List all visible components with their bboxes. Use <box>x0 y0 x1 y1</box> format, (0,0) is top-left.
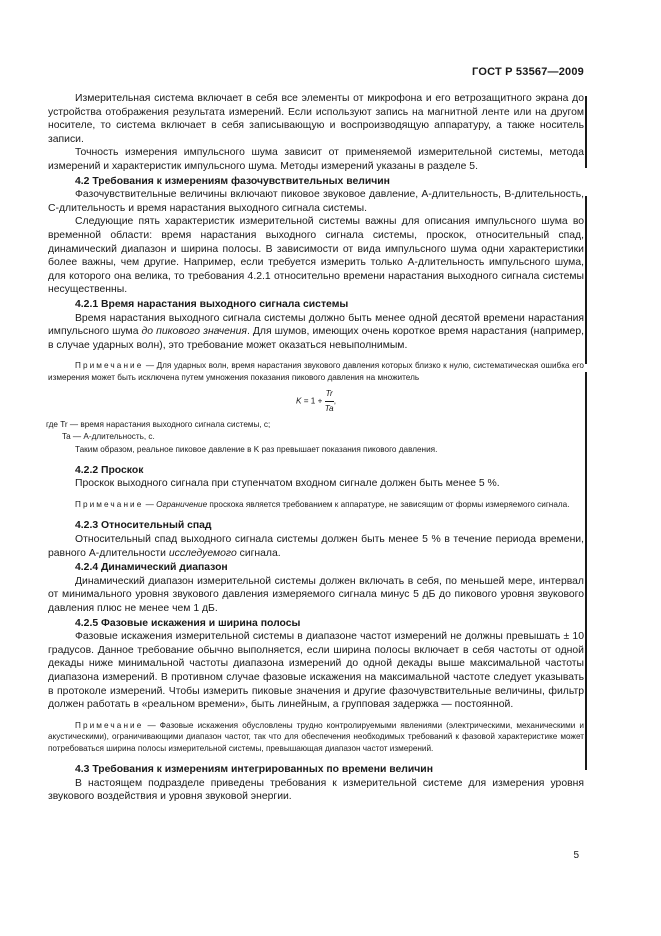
note-text: — Фазовые искажения обусловлены трудно контролируемыми явлениями (электрическими, механическими и акустическими), ограничивающими диапазон частот, так что для обеспечения необходимых требований к фазовой характеристике может потребоваться ширина полосы измерительной системы, превышающая диапазон частот измерений. <box>48 720 584 753</box>
text-run: Относительный спад выходного сигнала системы должен быть менее 5 % в течение периода времени, равного А-длительности <box>48 534 584 559</box>
text-run: . Для шумов, имеющих очень короткое время нарастания (например, в случае ударных волн), это требование может оказаться невыполнимым. <box>48 326 584 351</box>
section-heading: 4.2 Требования к измерениям фазочувствительных величин <box>75 175 390 187</box>
note <box>48 720 584 755</box>
paragraph <box>48 312 584 353</box>
where-line: Ta — А-длительность, с. <box>62 431 155 441</box>
where-line: где Tr — время нарастания выходного сигнала системы, с; <box>46 420 271 430</box>
paragraph <box>48 533 584 560</box>
change-bar <box>585 196 587 364</box>
note-text: — Для ударных волн, время нарастания звукового давления которых близко к нулю, систематическая ошибка его измерения может быть исключена путем умножения показания пикового давления на множитель <box>48 361 584 382</box>
formula <box>48 387 584 413</box>
page-number: 5 <box>573 850 579 861</box>
paragraph: Проскок выходного сигнала при ступенчатом входном сигнале должен быть менее 5 %. <box>75 478 500 490</box>
note-label: Примечание <box>75 361 144 371</box>
section-heading: 4.2.3 Относительный спад <box>75 520 212 532</box>
note-label: Примечание <box>75 499 144 509</box>
italic-text: до пикового значения <box>141 326 247 338</box>
note <box>48 360 584 383</box>
paragraph: Фазочувствительные величины включают пиковое звуковое давление, А-длительность, В-длительность, С-длительность и время нарастания выходного сигнала системы. <box>48 189 584 214</box>
paragraph: Измерительная система включает в себя все элементы от микрофона и его ветрозащитного экрана до устройства отображения результата измерений. Если используют запись на магнитной ленте или на другом носителе, то система включает в себя записывающую и воспроизводящую аппаратуру, а также носитель записи. <box>48 93 584 145</box>
note-tail: Таким образом, реальное пиковое давление в K раз превышает показания пикового давления. <box>75 445 438 455</box>
note-label: Примечание <box>75 720 144 730</box>
change-bar <box>585 96 587 168</box>
paragraph: В настоящем подразделе приведены требования к измерительной системе для измерения уровня звукового воздействия и уровня звуковой энергии. <box>48 777 584 803</box>
note <box>48 499 584 511</box>
paragraph: Динамический диапазон измерительной системы должен включать в себя, по меньшей мере, интервал от минимального уровня звукового давления измеряемого сигнала минус 5 дБ до пикового уровня звукового давления плюс не менее чем 1 дБ. <box>48 575 584 615</box>
section-heading: 4.2.5 Фазовые искажения и ширина полосы <box>75 617 301 629</box>
section-heading: 4.2.2 Проскок <box>75 464 144 476</box>
fraction-numerator: Tr <box>325 387 334 402</box>
change-bar <box>585 372 587 770</box>
text-run: Время нарастания выходного сигнала системы должно быть менее одной десятой времени нарастания импульсного шума <box>48 312 584 338</box>
note-text: проскока является требованием к аппаратуре, не зависящим от формы измеряемого сигнала. <box>207 499 570 509</box>
formula-eq: = 1 + <box>301 396 325 406</box>
formula-fraction <box>324 387 337 415</box>
italic-text: Ограничение <box>156 499 208 509</box>
section-heading: 4.2.4 Динамический диапазон <box>75 562 228 574</box>
fraction-denominator: Ta <box>324 403 334 413</box>
paragraph: Фазовые искажения измерительной системы в диапазоне частот измерений не должны превышать ± 10 градусов. Данное требование обычно выполняется, если ширина полосы включает в себя частоты от одной декады ниже минимальной частоты диапазона измерений до одной декады выше максимальной частоты диапазона измерений. В противном случае фазовые искажения на максимальной частоте следует указывать в протоколе измерений. Чтобы измерить пиковые значения и другие фазочувствительные величины, фильтр должен работать в «реальном времени», быть линейным, а групповая задержка — постоянной. <box>48 631 584 711</box>
italic-text: исследуемого <box>168 547 237 559</box>
formula-var: K <box>295 396 302 406</box>
standard-header: ГОСТ Р 53567—2009 <box>472 66 584 78</box>
text-run: сигнала. <box>236 547 281 559</box>
section-heading: 4.3 Требования к измерениям интегрированных по времени величин <box>75 764 433 776</box>
note-dash: — <box>143 499 157 509</box>
formula-end: , <box>333 396 337 406</box>
section-heading: 4.2.1 Время нарастания выходного сигнала системы <box>75 298 349 310</box>
document-body <box>48 92 584 804</box>
paragraph: Точность измерения импульсного шума зависит от применяемой измерительной системы, метода измерений и характеристик импульсного шума. Методы измерений указаны в разделе 5. <box>48 147 584 172</box>
paragraph: Следующие пять характеристик измерительной системы важны для описания импульсного шума во временной области: время нарастания выходного сигнала системы, проскок, относительный спад, динамический диапазон и ширина полосы. В зависимости от вида импульсного шума одни характеристики более важны, чем другие. Например, если требуется измерить только А-длительность импульсного шума, для которого она велика, то требования 4.2.1 относительно времени нарастания выходного сигнала системы несущественны. <box>48 216 584 296</box>
